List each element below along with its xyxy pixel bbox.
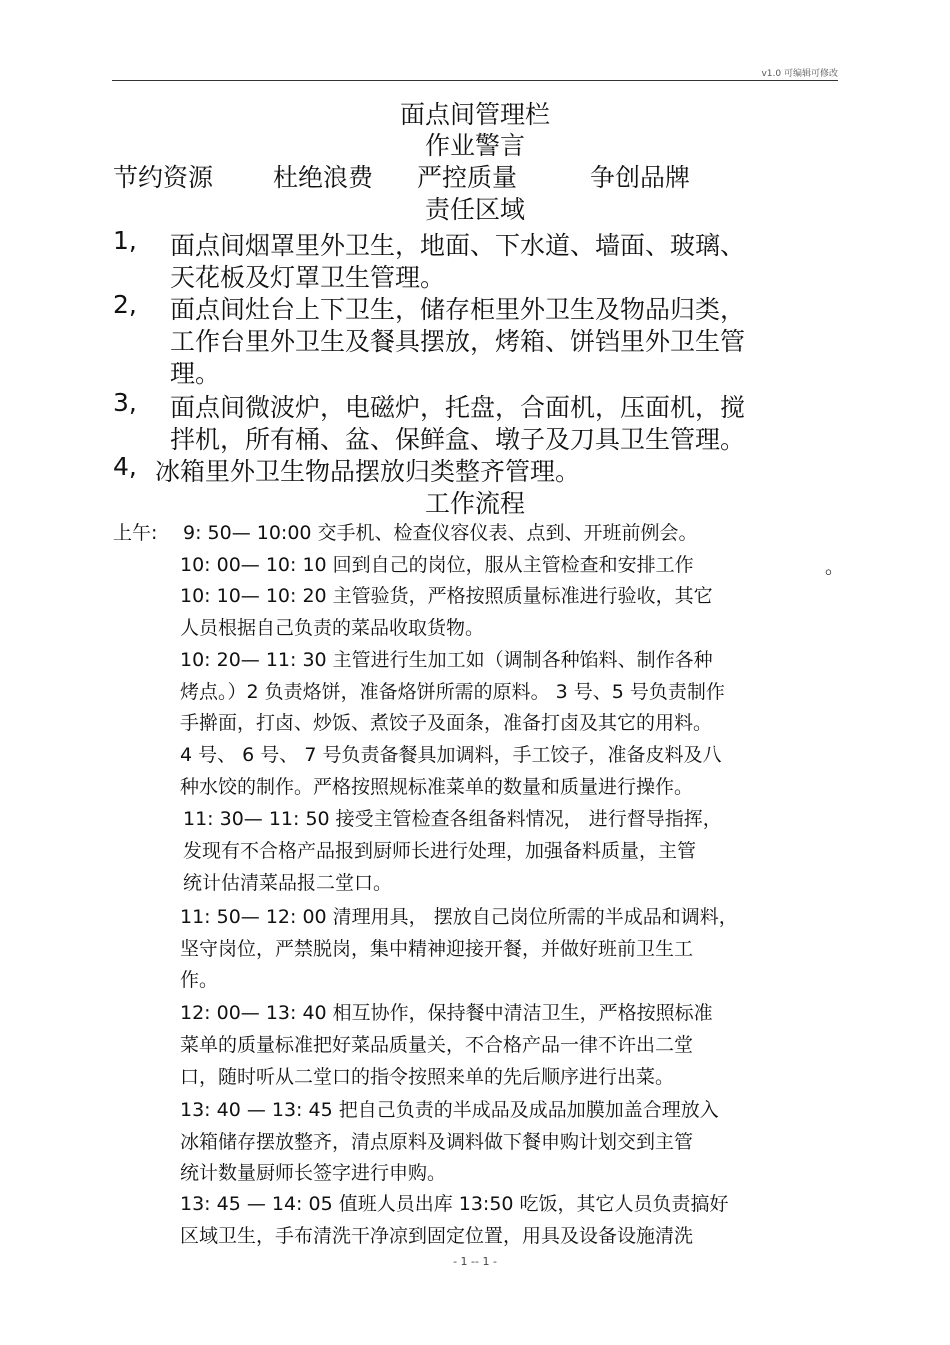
- workflow-line: 9: 50— 10:00 交手机、检查仪容仪表、点到、开班前例会。: [183, 522, 698, 544]
- version-note: v1.0 可编辑可修改: [761, 69, 838, 79]
- list-item-line: 天花板及灯罩卫生管理。: [170, 263, 446, 292]
- workflow-line: 11: 50— 12: 00 清理用具， 摆放自己岗位所需的半成品和调料，: [180, 906, 738, 928]
- am-label: 上午:: [113, 522, 158, 544]
- workflow-line: 统计数量厨师长签字进行申购。: [180, 1162, 447, 1184]
- workflow-heading: 工作流程: [424, 489, 525, 518]
- workflow-line: 4 号、 6 号、 7 号负责备餐具加调料，手工饺子，准备皮料及八: [180, 744, 722, 766]
- workflow-line: 。: [825, 556, 845, 578]
- list-item-number: 3,: [113, 388, 137, 417]
- workflow-line: 11: 30— 11: 50 接受主管检查各组备料情况， 进行督导指挥，: [183, 808, 722, 830]
- workflow-line: 统计估清菜品报二堂口。: [183, 872, 393, 894]
- workflow-line: 坚守岗位，严禁脱岗，集中精神迎接开餐，并做好班前卫生工: [180, 938, 694, 960]
- list-item-number: 4,: [113, 452, 137, 481]
- workflow-line: 10: 00— 10: 10 回到自己的岗位，服从主管检查和安排工作: [180, 554, 694, 576]
- motto-item: 杜绝浪费: [273, 163, 374, 192]
- list-item-number: 1,: [113, 226, 137, 255]
- list-item-line: 面点间微波炉，电磁炉，托盘，合面机，压面机，搅: [170, 393, 746, 422]
- workflow-line: 作。: [180, 969, 219, 991]
- workflow-line: 发现有不合格产品报到厨师长进行处理，加强备料质量，主管: [183, 840, 697, 862]
- header-divider: [112, 80, 838, 81]
- motto-item: 争创品牌: [590, 163, 691, 192]
- list-item-number: 2,: [113, 290, 137, 319]
- motto-item: 严控质量: [417, 163, 518, 192]
- workflow-line: 人员根据自己负责的菜品收取货物。: [180, 617, 485, 639]
- workflow-line: 口，随时听从二堂口的指令按照来单的先后顺序进行出菜。: [180, 1066, 675, 1088]
- warning-heading: 作业警言: [424, 131, 525, 160]
- list-item-line: 冰箱里外卫生物品摆放归类整齐管理。: [155, 457, 581, 486]
- list-item-line: 面点间灶台上下卫生，储存柜里外卫生及物品归类，: [170, 295, 746, 324]
- workflow-line: 10: 10— 10: 20 主管验货，严格按照质量标准进行验收，其它: [180, 585, 713, 607]
- page-number: - 1 -- 1 -: [453, 1255, 497, 1268]
- workflow-line: 冰箱储存摆放整齐，清点原料及调料做下餐申购计划交到主管: [180, 1131, 694, 1153]
- page-title: 面点间管理栏: [399, 100, 550, 129]
- workflow-line: 区域卫生，手布清洗干净凉到固定位置，用具及设备设施清洗: [180, 1225, 694, 1247]
- list-item-line: 工作台里外卫生及餐具摆放，烤箱、饼铛里外卫生管: [170, 327, 746, 356]
- workflow-line: 13: 45 — 14: 05 值班人员出库 13:50 吃饭，其它人员负责搞好: [180, 1193, 729, 1215]
- workflow-line: 烤点。）2 负责烙饼，准备烙饼所需的原料。 3 号、5 号负责制作: [180, 681, 725, 703]
- list-item-line: 理。: [170, 359, 221, 388]
- workflow-line: 手擀面，打卤、炒饭、煮饺子及面条，准备打卤及其它的用料。: [180, 712, 713, 734]
- workflow-line: 10: 20— 11: 30 主管进行生加工如（调制各种馅料、制作各种: [180, 649, 713, 671]
- motto-item: 节约资源: [113, 163, 214, 192]
- workflow-line: 13: 40 — 13: 45 把自己负责的半成品及成品加膜加盖合理放入: [180, 1099, 719, 1121]
- list-item-line: 拌机，所有桶、盆、保鲜盒、墩子及刀具卫生管理。: [170, 425, 746, 454]
- workflow-line: 菜单的质量标准把好菜品质量关，不合格产品一律不许出二堂: [180, 1034, 694, 1056]
- workflow-line: 种水饺的制作。严格按照规标准菜单的数量和质量进行操作。: [180, 776, 694, 798]
- workflow-line: 12: 00— 13: 40 相互协作，保持餐中清洁卫生，严格按照标准: [180, 1002, 713, 1024]
- list-item-line: 面点间烟罩里外卫生，地面、下水道、墙面、玻璃、: [170, 231, 746, 260]
- responsibility-heading: 责任区域: [424, 195, 525, 224]
